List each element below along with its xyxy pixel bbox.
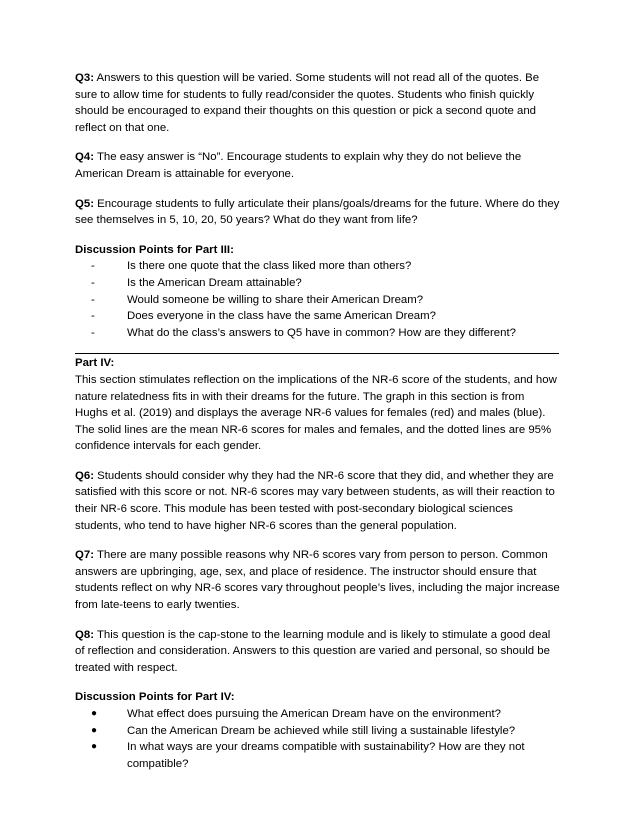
list-item: - What do the class’s answers to Q5 have in common? How are they different?: [91, 325, 560, 342]
list-item: ● Can the American Dream be achieved while still living a sustainable lifestyle?: [91, 723, 560, 740]
list-item: ● What effect does pursuing the American Dream have on the environment?: [91, 706, 560, 723]
dash-marker: -: [91, 326, 95, 339]
q8-paragraph: [75, 627, 560, 677]
dash-marker: -: [91, 260, 95, 273]
q8-text: This question is the cap-stone to the learning module and is likely to stimulate a good deal of reflection and consideration. Answers to this question are varied and personal, so should be treated with respect.: [75, 628, 551, 674]
part4-discussion-heading: Discussion Points for Part IV:: [75, 691, 235, 704]
q7-label: Q7:: [75, 549, 94, 562]
q4-text: The easy answer is “No”. Encourage students to explain why they do not believe the American Dream is attainable for everyone.: [75, 151, 522, 180]
part4-discussion-list: [75, 706, 560, 772]
q4-paragraph: [75, 149, 560, 182]
part3-discussion-heading: Discussion Points for Part III:: [75, 243, 234, 256]
dash-marker: -: [91, 310, 95, 323]
bullet-marker: ●: [91, 708, 98, 719]
list-item: - Is the American Dream attainable?: [91, 275, 560, 292]
dash-marker: -: [91, 276, 95, 289]
q8-label: Q8:: [75, 628, 94, 641]
section-divider: [75, 353, 559, 354]
q5-text: Encourage students to fully articulate their plans/goals/dreams for the future. Where do they see themselves in 5, 10, 20, 50 years? What do they want from life?: [75, 197, 560, 227]
q6-text: Students should consider why they had the NR-6 score that they did, and whether they are satisfied with this score or not. NR-6 scores may vary between students, as will their reaction to their NR-6 score. This module has been tested with post-secondary biological sciences students, who tend to have higher NR-6 scores than the general population.: [75, 469, 555, 532]
part3-discussion-list: [75, 258, 560, 341]
q7-text: There are many possible reasons why NR-6 scores vary from person to person. Common answers are upbringing, age, sex, and place of residence. The instructor should ensure that students reflect on why NR-6 scores vary throughout people’s lives, including the major increase from late-teens to early twenties.: [75, 549, 560, 612]
dash-marker: -: [91, 293, 95, 306]
q5-label: Q5:: [75, 197, 94, 210]
q6-label: Q6:: [75, 469, 94, 482]
q6-paragraph: [75, 468, 560, 534]
bullet-marker: ●: [91, 724, 98, 736]
bullet-marker: ●: [91, 741, 98, 753]
part4-intro: This section stimulates reflection on the implications of the NR-6 score of the students, and how nature relatedness fits in with their dreams for the future. The graph in this section is from Hughs et al. (2019) and displays the average NR-6 values for females (red) and males (blue). The solid lines are the mean NR-6 scores for males and females, and the dotted lines are 95% confidence intervals for each gender.: [75, 373, 557, 453]
document-page: [75, 70, 560, 772]
q3-text: Answers to this question will be varied. Some students will not read all of the quotes. Be sure to allow time for students to fully read/consider the quotes. Students who finish quickly should be encouraged to expand their thoughts on this question or pick a second quote and reflect on that one.: [75, 72, 540, 134]
list-item: ● In what ways are your dreams compatible with sustainability? How are they not compatible?: [91, 741, 525, 770]
list-item: - Does everyone in the class have the same American Dream?: [91, 308, 560, 325]
q4-label: Q4:: [75, 151, 94, 164]
q7-paragraph: [75, 547, 560, 613]
q5-paragraph: [75, 196, 560, 229]
q3-label: Q3:: [75, 72, 94, 84]
list-item: - Would someone be willing to share their American Dream?: [91, 292, 560, 309]
part4-heading: Part IV:: [75, 357, 115, 370]
q3-paragraph: [75, 70, 560, 136]
list-item: - Is there one quote that the class liked more than others?: [91, 258, 560, 275]
